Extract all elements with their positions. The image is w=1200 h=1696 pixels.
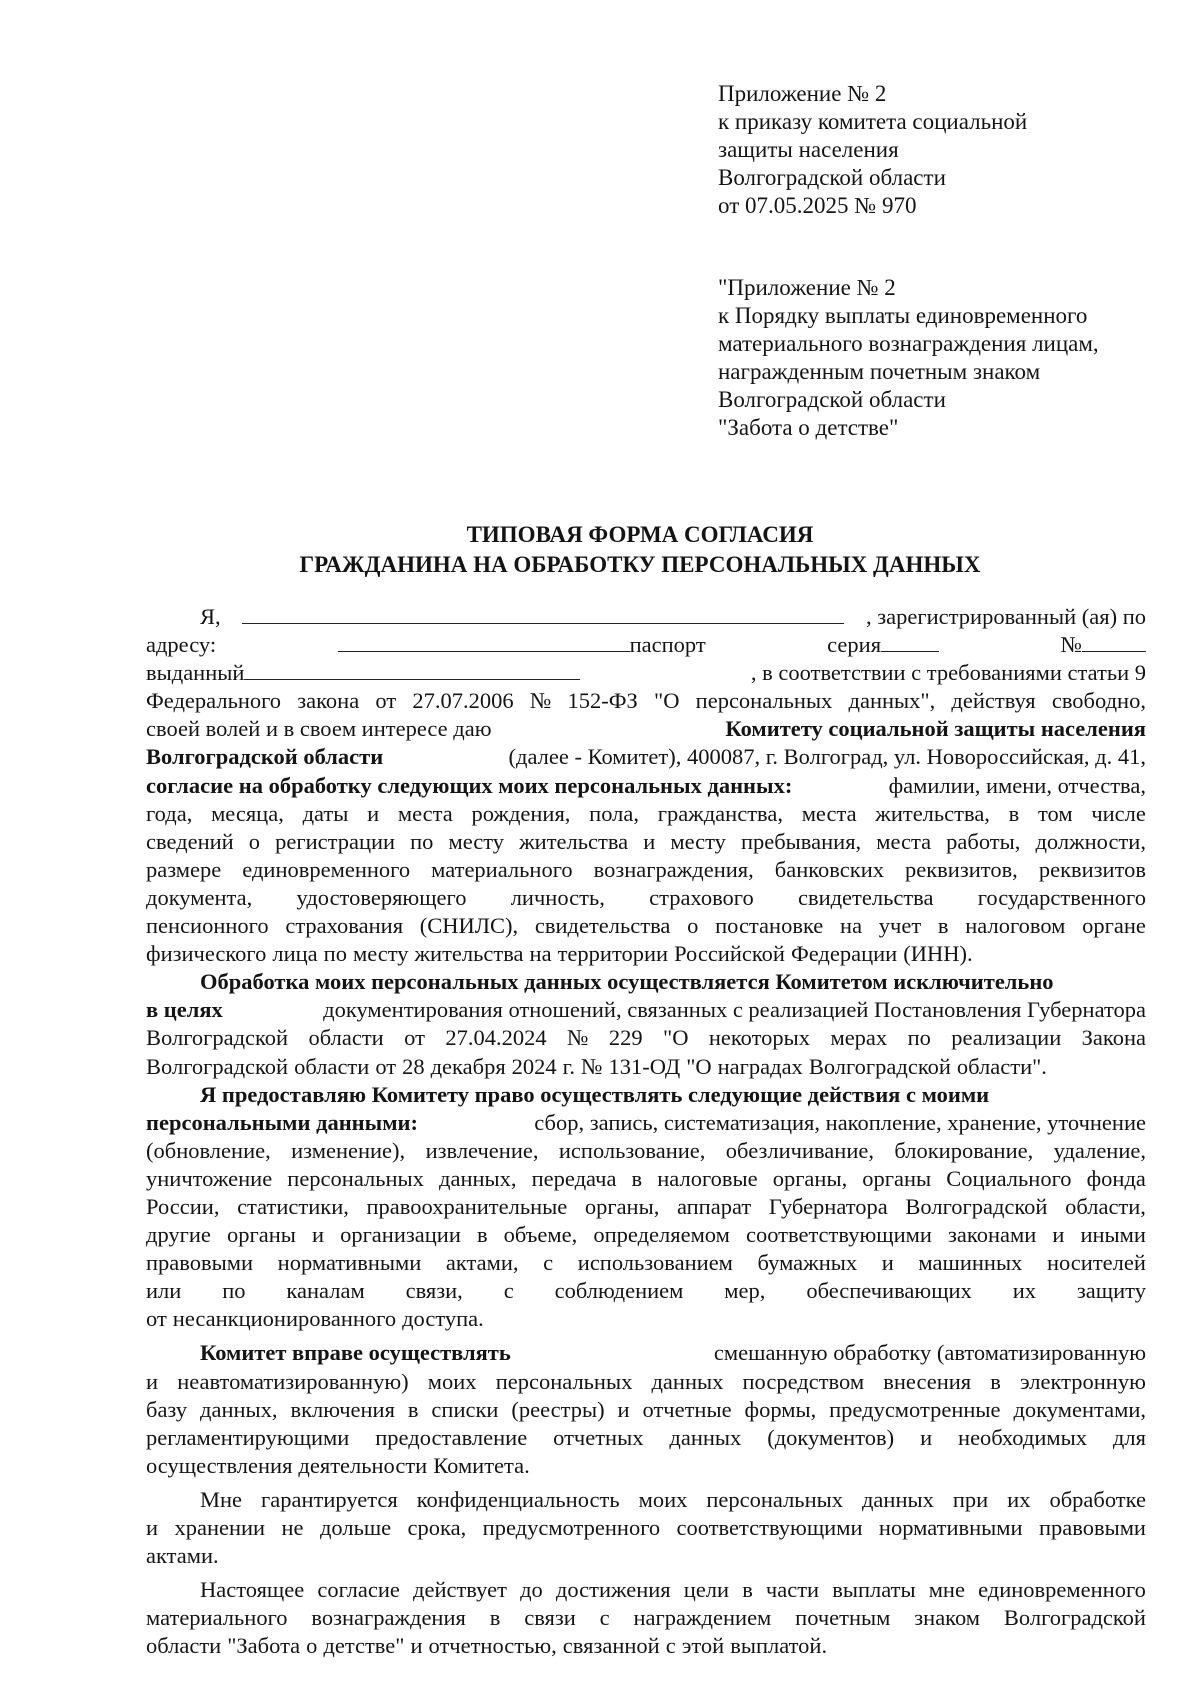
paragraph-line: и неавтоматизированную) моих персональных данных посредством внесения в электронную: [146, 1368, 1146, 1394]
paragraph-line: правовыми нормативными актами, с использованием бумажных и машинных носителей: [146, 1250, 1146, 1276]
label-number: №: [1060, 632, 1082, 658]
text-span: смешанную обработку (автоматизированную: [713, 1340, 1146, 1366]
paragraph-line: материального вознаграждения в связи с награждением почетным знаком Волгоградской: [146, 1605, 1146, 1631]
paragraph-line: [146, 1339, 1146, 1367]
document-title: [140, 520, 1140, 580]
paragraph-line: [146, 968, 1146, 996]
paragraph-line: Мне гарантируется конфиденциальность моих персональных данных при их обработке: [200, 1486, 1146, 1512]
paragraph-line: или по каналам связи, с соблюдением мер, обеспечивающих их защиту: [146, 1278, 1146, 1304]
paragraph-line: области "Забота о детстве" и отчетностью, связанной с этой выплатой.: [146, 1633, 828, 1659]
label-address: адресу:: [146, 632, 217, 658]
paragraph-line: [146, 1109, 1146, 1137]
appendix-procedure-line: "Приложение № 2: [718, 275, 896, 300]
paragraph-line: года, месяца, даты и места рождения, пола, гражданства, места жительства, в том числе: [146, 800, 1146, 826]
passport-number-field[interactable]: [1082, 631, 1146, 652]
bold-span: Комитет вправе осуществлять: [200, 1340, 511, 1366]
paragraph-line: физического лица по месту жительства на территории Российской Федерации (ИНН).: [146, 941, 973, 967]
full-name-field[interactable]: [242, 603, 844, 624]
paragraph-line: Волгоградской области от 28 декабря 2024 г. № 131-ОД "О наградах Волгоградской области".: [146, 1053, 1047, 1079]
paragraph-line: базу данных, включения в списки (реестры) и отчетные формы, предусмотренные документами,: [146, 1396, 1146, 1422]
appendix-order-line: Волгоградской области: [718, 165, 946, 190]
paragraph-line: Настоящее согласие действует до достижения цели в части выплаты мне единовременного: [200, 1577, 1146, 1603]
paragraph-line: осуществления деятельности Комитета.: [146, 1452, 530, 1478]
form-line-address: [146, 631, 1146, 659]
paragraph-line: России, статистики, правоохранительные органы, аппарат Губернатора Волгоградской области,: [146, 1193, 1146, 1219]
appendix-order-line: защиты населения: [718, 137, 899, 162]
passport-series-field[interactable]: [881, 631, 939, 652]
paragraph-line: Федерального закона от 27.07.2006 № 152-ФЗ "О персональных данных", действуя свободно,: [146, 688, 1146, 714]
text-span: своей волей и в своем интересе даю: [146, 716, 492, 742]
paragraph-line: [146, 1081, 1146, 1109]
paragraph-line: актами.: [146, 1543, 219, 1569]
paragraph-line: документа, удостоверяющего личность, страхового свидетельства государственного: [146, 884, 1146, 910]
consent-body: [146, 603, 1146, 1660]
text-span: фамилии, имени, отчества,: [888, 772, 1146, 798]
paragraph-line: регламентирующими предоставление отчетных данных (документов) и необходимых для: [146, 1424, 1146, 1450]
paragraph-line: Волгоградской области от 27.04.2024 № 229 "О некоторых мерах по реализации Закона: [146, 1025, 1146, 1051]
paragraph-line: и хранении не дольше срока, предусмотренного соответствующими нормативными правовыми: [146, 1515, 1146, 1540]
form-line-issued: [146, 659, 1146, 687]
appendix-procedure-line: Волгоградской области: [718, 387, 946, 412]
paragraph-line: сведений о регистрации по месту жительства и месту пребывания, места работы, должности,: [146, 828, 1146, 854]
label-issued: выданный: [146, 660, 245, 686]
paragraph-line: пенсионного страхования (СНИЛС), свидетельства о постановке на учет в налоговом органе: [146, 913, 1146, 939]
bold-span: согласие на обработку следующих моих персональных данных:: [146, 772, 793, 798]
appendix-order-line: от 07.05.2025 № 970: [718, 193, 917, 218]
paragraph-line: [146, 743, 1146, 771]
appendix-procedure-line: "Забота о детстве": [718, 415, 899, 440]
paragraph-line: (обновление, изменение), извлечение, использование, обезличивание, блокирование, удаление,: [146, 1137, 1146, 1163]
paragraph-line: другие органы и организации в объеме, определяемом соответствующими законами и иными: [146, 1222, 1146, 1248]
paragraph-line: [146, 772, 1146, 800]
text-span: сбор, запись, систематизация, накопление, хранение, уточнение: [534, 1109, 1146, 1135]
title-line-2: ГРАЖДАНИНА НА ОБРАБОТКУ ПЕРСОНАЛЬНЫХ ДАННЫХ: [299, 552, 981, 577]
bold-span: Комитету социальной защиты населения: [725, 716, 1146, 742]
address-field[interactable]: [338, 631, 630, 652]
appendix-procedure-line: награжденным почетным знаком: [718, 359, 1041, 384]
bold-span: Я предоставляю Комитету право осуществлять следующие действия с моими: [200, 1081, 990, 1107]
paragraph-line: [146, 715, 1146, 743]
bold-span: в целях: [146, 997, 223, 1023]
label-registered: , зарегистрированный (ая) по: [866, 604, 1146, 629]
appendix-procedure-line: материального вознаграждения лицам,: [718, 331, 1099, 356]
appendix-order-header: [718, 80, 1027, 220]
bold-span: персональными данными:: [146, 1109, 418, 1135]
label-series: серия: [827, 632, 882, 658]
text-span: (далее - Комитет), 400087, г. Волгоград, ул. Новороссийская, д. 41,: [508, 744, 1146, 770]
label-i: Я,: [200, 604, 221, 629]
label-in-accordance: , в соответствии с требованиями статьи 9: [750, 660, 1146, 686]
issued-by-field[interactable]: [244, 659, 580, 680]
appendix-procedure-line: к Порядку выплаты единовременного: [718, 303, 1088, 328]
label-passport: паспорт: [629, 632, 706, 658]
title-line-1: ТИПОВАЯ ФОРМА СОГЛАСИЯ: [466, 522, 814, 547]
text-span: документирования отношений, связанных с реализацией Постановления Губернатора: [323, 997, 1146, 1023]
paragraph-line: уничтожение персональных данных, передача в налоговые органы, органы Социального фонда: [146, 1165, 1146, 1191]
appendix-order-line: к приказу комитета социальной: [718, 109, 1028, 134]
paragraph-line: от несанкционированного доступа.: [146, 1306, 484, 1332]
bold-span: Волгоградской области: [146, 744, 384, 770]
bold-span: Обработка моих персональных данных осуществляется Комитетом исключительно: [200, 969, 1054, 995]
appendix-procedure-header: [718, 274, 1099, 442]
paragraph-line: размере единовременного материального вознаграждения, банковских реквизитов, реквизитов: [146, 856, 1146, 882]
appendix-order-line: Приложение № 2: [718, 81, 887, 106]
paragraph-line: [146, 996, 1146, 1024]
form-line-name: [146, 603, 1146, 631]
